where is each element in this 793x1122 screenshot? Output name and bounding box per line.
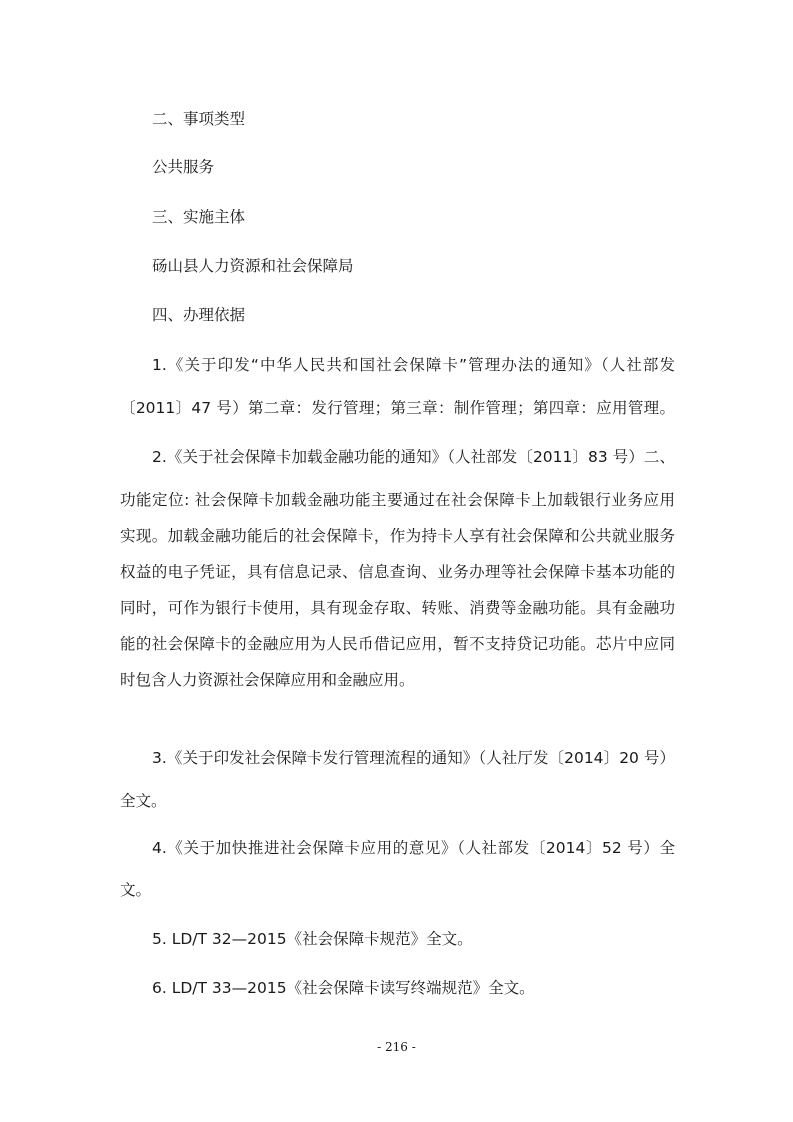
basis-item-5: 5. LD/T 32—2015《社会保障卡规范》全文。: [152, 930, 473, 948]
basis-item-1-line-2: 〔2011〕47 号）第二章：发行管理；第三章：制作管理；第四章：应用管理。: [120, 399, 675, 417]
section-heading-item-type: 二、事项类型: [152, 110, 246, 128]
basis-item-2-line-7: 时包含人力资源社会保障应用和金融应用。: [120, 671, 415, 689]
basis-item-2-line-1: 2.《关于社会保障卡加载金融功能的通知》（人社部发〔2011〕83 号）二、: [152, 448, 675, 466]
basis-item-2-line-2: 功能定位: 社会保障卡加载金融功能主要通过在社会保障卡上加载银行业务应用: [120, 491, 675, 509]
basis-item-6: 6. LD/T 33—2015《社会保障卡读写终端规范》全文。: [152, 979, 535, 997]
section-content-item-type: 公共服务: [152, 158, 215, 176]
basis-item-2-line-5: 同时，可作为银行卡使用，具有现金存取、转账、消费等金融功能。具有金融功: [120, 599, 675, 617]
basis-item-1-line-1: 1.《关于印发“中华人民共和国社会保障卡”管理办法的通知》（人社部发: [152, 356, 675, 374]
page-number: - 216 -: [377, 1040, 416, 1054]
basis-item-3-line-2: 全文。: [120, 792, 167, 810]
basis-item-3-line-1: 3.《关于印发社会保障卡发行管理流程的通知》（人社厅发〔2014〕20 号）: [152, 749, 675, 767]
basis-item-2-line-3: 实现。加载金融功能后的社会保障卡，作为持卡人享有社会保障和公共就业服务: [120, 527, 675, 545]
section-content-implementer: 砀山县人力资源和社会保障局: [152, 257, 354, 275]
basis-item-2-line-6: 能的社会保障卡的金融应用为人民币借记应用，暂不支持贷记功能。芯片中应同: [120, 635, 675, 653]
basis-item-2-line-4: 权益的电子凭证，具有信息记录、信息查询、业务办理等社会保障卡基本功能的: [120, 563, 675, 581]
section-heading-legal-basis: 四、办理依据: [152, 306, 246, 324]
basis-item-4-line-2: 文。: [120, 881, 152, 899]
section-heading-implementer: 三、实施主体: [152, 208, 246, 226]
basis-item-4-line-1: 4.《关于加快推进社会保障卡应用的意见》（人社部发〔2014〕52 号）全: [152, 839, 675, 857]
